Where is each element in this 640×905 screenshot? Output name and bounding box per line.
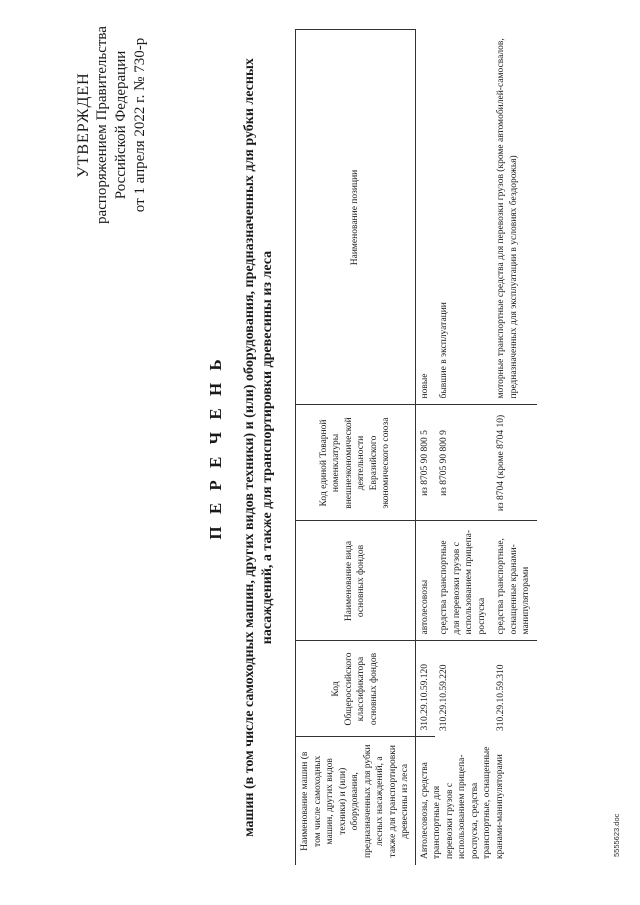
approval-line-2: Российской Федерации <box>113 50 129 200</box>
cell-fund-type: средства транспортные для перевозки грузов с использованием прицепа-роспуска <box>435 521 492 641</box>
cell-position-name: моторные транспортные средства для перевозки грузов (кроме автомобилей-самосвалов, предназначенных для эксплуатации в условиях бездорожья) <box>492 30 537 405</box>
cell-okof-code: 310.29.10.59.220 <box>439 664 449 731</box>
document-file-id: 5555623.doc <box>612 813 621 857</box>
machinery-table <box>295 30 537 866</box>
header-tnved-code: Код единой Товарной номенклатуры внешнеэкономической деятельности Евразийского экономического союза <box>296 405 416 521</box>
cell-tnved-code: из 8705 90 800 9 <box>435 405 492 521</box>
table-header-row <box>296 30 416 865</box>
table-row <box>415 30 435 865</box>
header-position-name: Наименование позиции <box>296 30 416 405</box>
cell-okof-code: 310.29.10.59.120 <box>415 641 435 737</box>
header-fund-type: Наименование вида основных фондов <box>296 521 416 641</box>
cell-tnved-code: из 8705 90 800 5 <box>415 405 435 521</box>
document-title: П Е Р Е Ч Е Н Ь <box>206 355 225 540</box>
approval-stamp <box>74 15 150 235</box>
cell-tnved-code: из 8704 (кроме 8704 10) <box>492 405 537 521</box>
cell-machine-name: Автолесовозы, средства транспортные для перевозки грузов с использованием прицепа-роспуска, средства транспортные, оснащенные кранами-манипуляторами <box>419 746 505 859</box>
cell-position-name: бывшие в эксплуатации <box>435 30 492 405</box>
approval-title: УТВЕРЖДЕН <box>75 72 92 178</box>
cell-position-name: новые <box>415 30 435 405</box>
approval-line-1: распоряжением Правительства <box>94 26 110 224</box>
cell-okof-code: 310.29.10.59.310 <box>496 664 506 731</box>
document-heading <box>205 30 277 865</box>
document-subtitle: машин (в том числе самоходных машин, других видов техники) и (или) оборудования, предназначенных для рубки лесных насаждений, а также для транспортировки древесины из леса <box>242 58 275 837</box>
header-okof-code: Код Общероссийского классификатора основных фондов <box>296 641 416 737</box>
header-machine-name: Наименование машин (в том числе самоходных машин, других видов техники) и (или) оборудования, предназначенных для рубки лесных насаждений, а также для транспортировки древесины из леса <box>296 737 416 865</box>
cell-fund-type: средства транспортные, оснащенные кранами-манипуляторами <box>492 521 537 641</box>
approval-line-3: от 1 апреля 2022 г. № 730-р <box>132 37 148 213</box>
cell-fund-type: автолесовозы <box>415 521 435 641</box>
